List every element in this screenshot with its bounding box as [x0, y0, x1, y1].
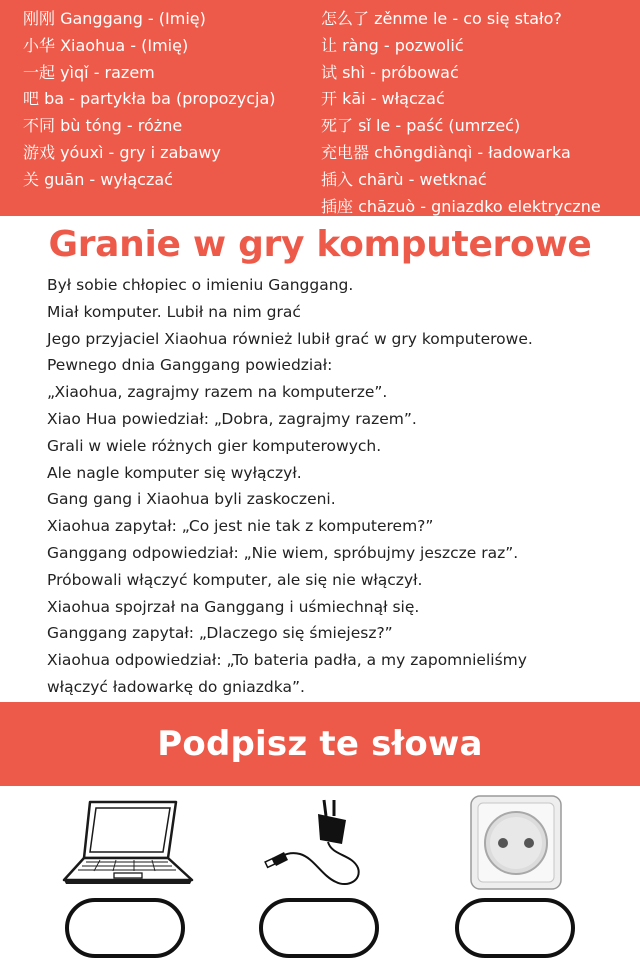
- story-line: Xiao Hua powiedział: „Dobra, zagrajmy razem”.: [47, 409, 417, 428]
- story-line: Był sobie chłopiec o imieniu Ganggang.: [47, 276, 354, 294]
- vocabulary-item: 试 shì - próbować: [321, 62, 459, 82]
- story-line: Xiaohua zapytał: „Co jest nie tak z komputerem?”: [47, 517, 434, 536]
- story-line: Jego przyjaciel Xiaohua również lubił grać w gry komputerowe.: [47, 329, 533, 348]
- vocabulary-item: 吧 ba - partykła ba (propozycja): [23, 89, 276, 109]
- answer-field[interactable]: [455, 898, 575, 958]
- vocabulary-item: 让 ràng - pozwolić: [321, 35, 464, 55]
- story-line: Ale nagle komputer się wyłączył.: [47, 463, 302, 482]
- exercise-title: Podpisz te słowa: [157, 724, 483, 764]
- vocabulary-item: 怎么了 zěnme le - co się stało?: [321, 9, 562, 28]
- story-line: Gang gang i Xiaohua byli zaskoczeni.: [47, 490, 336, 509]
- vocabulary-item: 插座 chāzuò - gniazdko elektryczne: [321, 196, 601, 216]
- story-line: Miał komputer. Lubił na nim grać: [47, 302, 301, 321]
- page-title: Granie w gry komputerowe: [48, 224, 592, 265]
- vocabulary-right-column: [321, 6, 601, 220]
- vocabulary-item: 刚刚 Ganggang - (Imię): [23, 9, 206, 28]
- vocabulary-item: 充电器 chōngdiànqì - ładowarka: [321, 142, 571, 162]
- vocabulary-item: 关 guān - wyłączać: [23, 169, 173, 189]
- socket-icon: [470, 795, 562, 890]
- story-line: włączyć ładowarkę do gniazdka”.: [47, 677, 305, 696]
- story-line: „Xiaohua, zagrajmy razem na komputerze”.: [47, 383, 388, 402]
- charger-icon: [262, 796, 377, 894]
- story-line: Xiaohua odpowiedział: „To bateria padła, a my zapomnieliśmy: [47, 651, 527, 670]
- answer-field[interactable]: [65, 898, 185, 958]
- vocabulary-item: 小华 Xiaohua - (Imię): [23, 35, 189, 55]
- vocabulary-item: 插入 chārù - wetknać: [321, 169, 487, 189]
- story-line: Ganggang odpowiedział: „Nie wiem, spróbujmy jeszcze raz”.: [47, 543, 519, 562]
- answer-field[interactable]: [259, 898, 379, 958]
- vocabulary-item: 死了 sǐ le - paść (umrzeć): [321, 116, 521, 136]
- story-line: Grali w wiele różnych gier komputerowych.: [47, 436, 382, 455]
- laptop-icon: [58, 796, 198, 888]
- story-line: Xiaohua spojrzał na Ganggang i uśmiechnął się.: [47, 597, 420, 616]
- story-line: Ganggang zapytał: „Dlaczego się śmiejesz?”: [47, 624, 393, 643]
- vocabulary-item: 不同 bù tóng - różne: [23, 116, 183, 136]
- vocabulary-item: 开 kāi - włączać: [321, 89, 445, 109]
- exercise-images: [0, 786, 640, 960]
- vocabulary-item: 一起 yìqǐ - razem: [23, 62, 155, 82]
- story-line: Pewnego dnia Ganggang powiedział:: [47, 356, 333, 375]
- vocabulary-panel: [0, 0, 640, 216]
- vocabulary-left-column: [23, 6, 276, 194]
- story-line: Próbowali włączyć komputer, ale się nie włączył.: [47, 570, 423, 589]
- vocabulary-item: 游戏 yóuxì - gry i zabawy: [23, 142, 221, 162]
- exercise-banner: [0, 702, 640, 786]
- story-text: [47, 272, 627, 701]
